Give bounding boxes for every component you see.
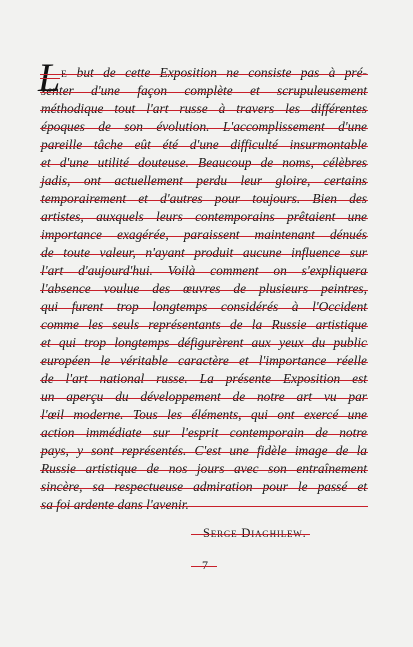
text-line: sa foi ardente dans l'avenir. (41, 496, 367, 514)
signature: Serge Diaghilew. (203, 526, 307, 540)
small-caps-letters: E (61, 70, 68, 80)
text-line: jadis, ont actuellement perdu leur gloire, certains (41, 173, 367, 188)
drop-cap: L (38, 55, 61, 100)
text-line: temporairement et d'autres pour toujours. Bien des (41, 191, 367, 206)
text-line: européen le véritable caractère et l'importance réelle (41, 353, 367, 368)
first-line-text: but de cette Exposition ne consiste pas à pré- (67, 65, 367, 80)
text-line: méthodique tout l'art russe à travers les différentes (41, 101, 367, 116)
body-text (38, 55, 367, 514)
text-line: qui furent trop longtemps considérés à l'Occident (41, 299, 367, 314)
text-line: et d'une utilité douteuse. Beaucoup de noms, célèbres (41, 155, 367, 170)
text-line: importance exagérée, paraissent maintenant dénués (41, 227, 367, 242)
text-line: action immédiate sur l'esprit contemporain de notre (41, 425, 367, 440)
text-line: l'œil moderne. Tous les éléments, qui ont exercé une (41, 407, 367, 422)
text-line: l'art d'aujourd'hui. Voilà comment on s'expliquera (41, 263, 367, 278)
text-line: de toute valeur, n'ayant produit aucune influence sur (41, 245, 367, 260)
text-line: sincère, sa respectueuse admiration pour le passé et (41, 479, 367, 494)
text-line: pays, y sont représentés. C'est une fidèle image de la (41, 443, 367, 458)
text-line: et qui trop longtemps défigurèrent aux yeux du public (41, 335, 367, 350)
text-line: comme les seuls représentants de la Russie artistique (41, 317, 367, 332)
text-line: époques de son évolution. L'accomplissement d'une (41, 119, 367, 134)
text-line: un aperçu du développement de notre art vu par (41, 389, 367, 404)
text-line: l'absence voulue des œuvres de plusieurs peintres, (41, 281, 367, 296)
text-line: pareille tâche eût été d'une difficulté insurmontable (41, 137, 367, 152)
text-line: senter d'une façon complète et scrupuleusement (41, 83, 367, 98)
text-line: de l'art national russe. La présente Exposition est (41, 371, 367, 386)
page-number: 7 (197, 558, 213, 573)
text-line: artistes, auxquels leurs contemporains prêtaient une (41, 209, 367, 224)
text-line: Russie artistique de nos jours avec son entraînement (41, 461, 367, 476)
